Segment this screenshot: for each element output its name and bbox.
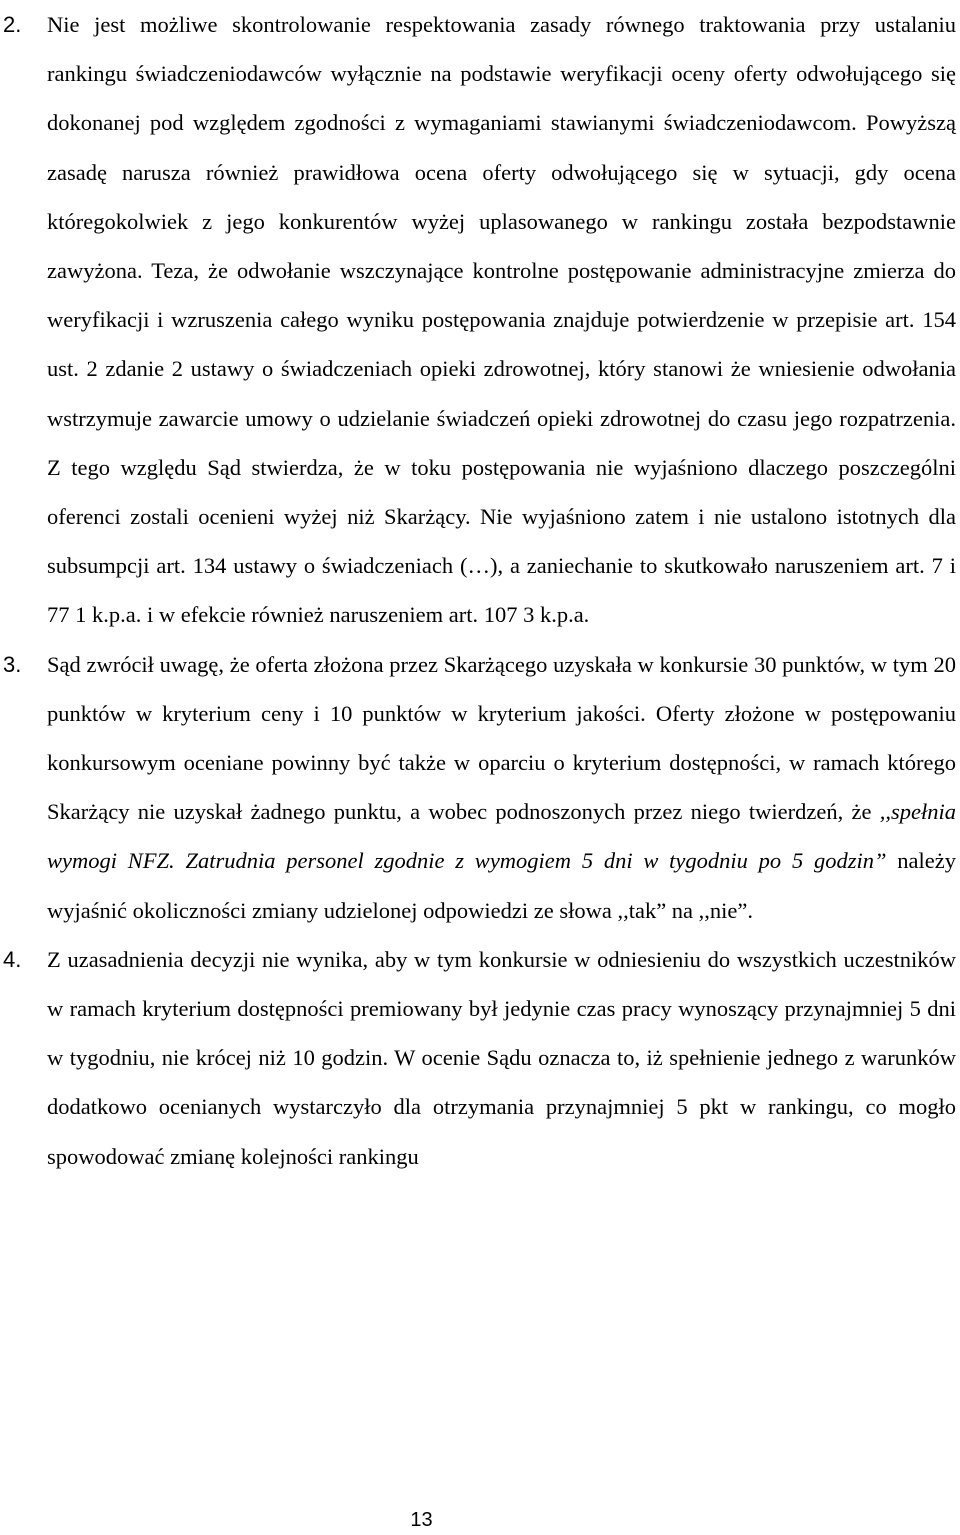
paragraph-text: Sąd zwrócił uwagę, że oferta złożona przez Skarżącego uzyskała w konkursie 30 punktów, w tym 20 punktów w kryterium ceny i 10 punktów w kryterium jakości. Oferty złożone w postępowaniu konkursowym oceniane powinny być także w oparciu o kryterium dostępności, w ramach którego Skarżący nie uzyskał żadnego punktu, a wobec podnoszonych przez niego twierdzeń, że — [47, 651, 956, 825]
list-item — [0, 935, 956, 1181]
item-number: 2. — [3, 12, 22, 37]
item-paragraph: Z uzasadnienia decyzji nie wynika, aby w tym konkursie w odniesieniu do wszystkich uczestników w ramach kryterium dostępności premiowany był jedynie czas pracy wynoszący przynajmniej 5 dni w tygodniu, nie krócej niż 10 godzin. W ocenie Sądu oznacza to, iż spełnienie jednego z warunków dodatkowo ocenianych wystarczyło dla otrzymania przynajmniej 5 pkt w rankingu, co mogło spowodować zmianę kolejności rankingu — [47, 946, 956, 1169]
paragraph-text: należy wyjaśnić okoliczności zmiany udzielonej odpowiedzi ze słowa ,,tak” na ,,nie”. — [47, 848, 957, 923]
italic-quote: ,,spełnia wymogi NFZ. Zatrudnia personel zgodnie z wymogiem 5 dni w tygodniu po 5 godzin” — [47, 799, 957, 874]
item-paragraph — [47, 640, 956, 935]
page-number: 13 — [410, 1509, 433, 1531]
item-number: 3. — [3, 651, 22, 677]
item-paragraph: Nie jest możliwe skontrolowanie respektowania zasady równego traktowania przy ustalaniu rankingu świadczeniodawców wyłącznie na podstawie weryfikacji oceny oferty odwołującego się dokonanej pod względem zgodności z wymaganiami stawianymi świadczeniodawcom. Powyższą zasadę narusza również prawidłowa ocena oferty odwołującego się w sytuacji, gdy ocena któregokolwiek z jego konkurentów wyżej uplasowanego w rankingu została bezpodstawnie zawyżona. Teza, że odwołanie wszczynające kontrolne postępowanie administracyjne zmierza do weryfikacji i wzruszenia całego wyniku postępowania znajduje potwierdzenie w przepisie art. 154 ust. 2 zdanie 2 ustawy o świadczeniach opieki zdrowotnej, który stanowi że wniesienie odwołania wstrzymuje zawarcie umowy o udzielanie świadczeń opieki zdrowotnej do czasu jego rozpatrzenia. Z tego względu Sąd stwierdza, że w toku postępowania nie wyjaśniono dlaczego poszczególni oferenci zostali ocenieni wyżej niż Skarżący. Nie wyjaśniono zatem i nie ustalono istotnych dla subsumpcji art. 134 ustawy o świadczeniach (…), a zaniechanie to skutkowało naruszeniem art. 7 i 77 1 k.p.a. i w efekcie również naruszeniem art. 107 3 k.p.a. — [47, 12, 956, 628]
item-number: 4. — [3, 946, 22, 972]
list-item — [0, 0, 956, 640]
list-item — [0, 640, 956, 935]
